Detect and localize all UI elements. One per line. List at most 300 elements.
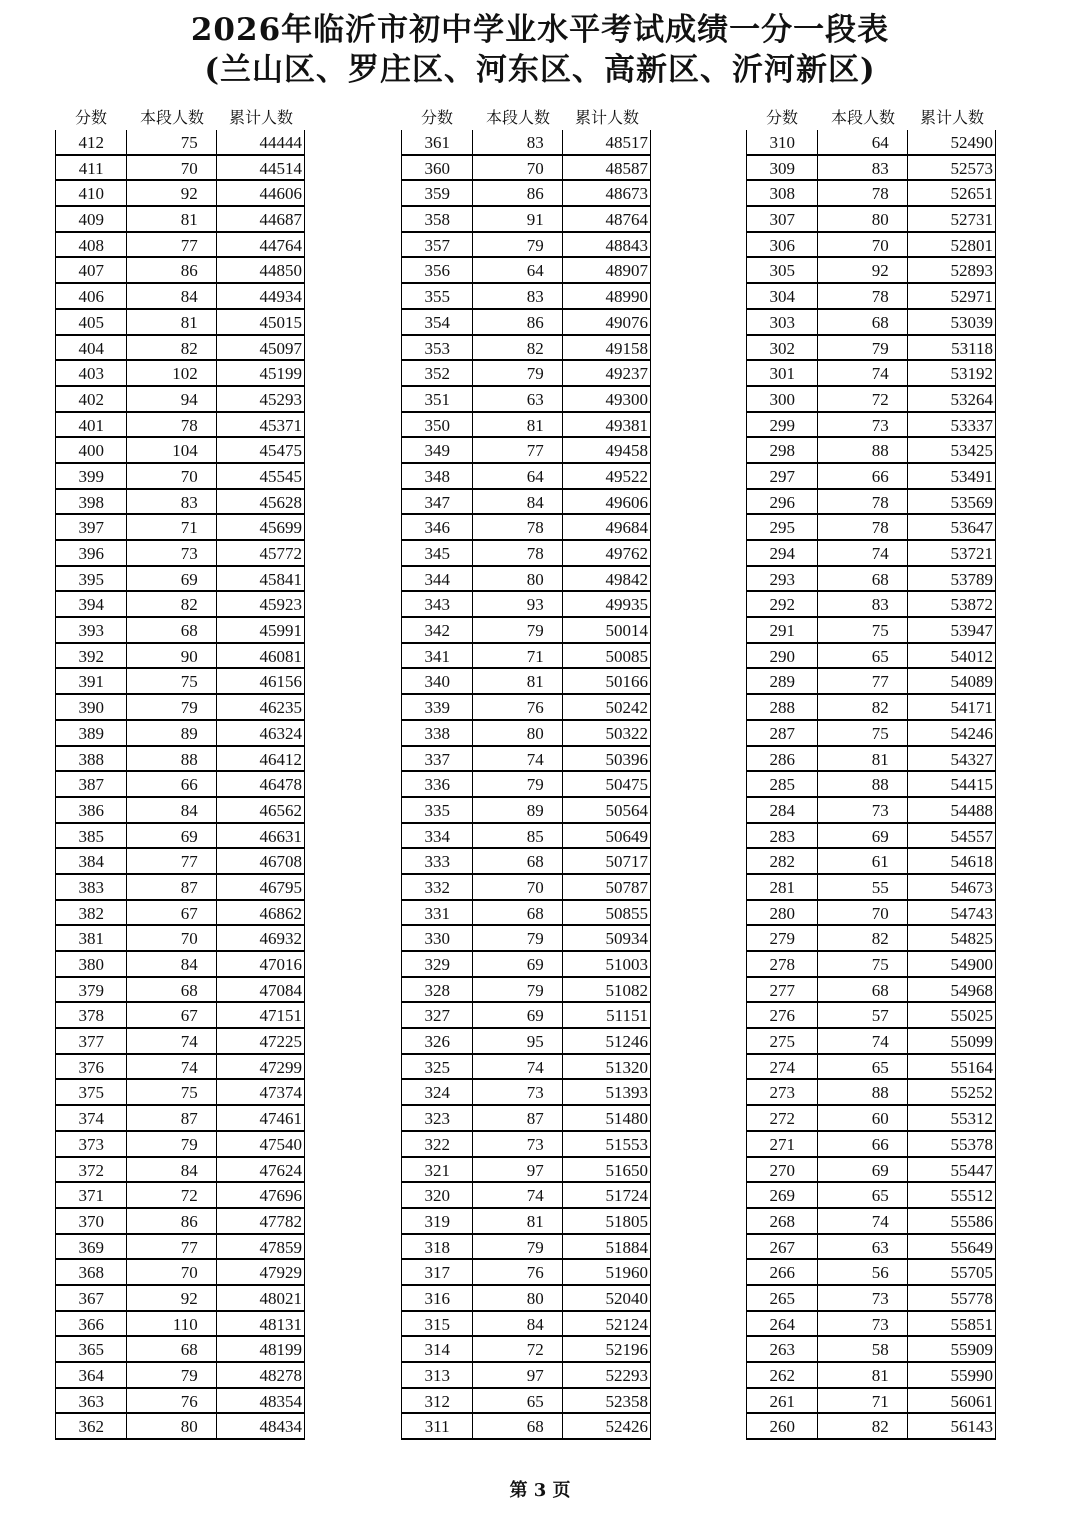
segment-count-cell: 68 [473,1414,562,1438]
score-cell: 407 [56,258,127,282]
segment-count-cell: 69 [818,1158,907,1182]
cumulative-count-cell: 53872 [950,595,993,615]
table-row [746,310,996,336]
segment-count-cell: 69 [127,567,216,591]
segment-count-cell: 66 [818,1132,907,1156]
cumulative-count-cell: 47782 [259,1211,302,1231]
score-cell: 355 [402,284,473,308]
segment-count-cell: 74 [473,747,562,771]
cumulative-count-cell: 50166 [605,672,648,692]
cumulative-count-cell: 44850 [259,261,302,281]
segment-count-cell: 60 [818,1106,907,1130]
score-cell: 337 [402,747,473,771]
table-row [55,310,305,336]
score-cell: 387 [56,772,127,796]
score-cell: 400 [56,438,127,462]
segment-count-cell: 79 [127,1132,216,1156]
score-table-column-3 [746,106,996,1440]
score-cell: 409 [56,207,127,231]
segment-count-cell: 69 [473,952,562,976]
table-row [401,1158,651,1184]
cumulative-count-cell: 54327 [950,749,993,769]
table-row [401,1132,651,1158]
cumulative-count-cell: 45841 [259,569,302,589]
table-row [55,747,305,773]
cumulative-count-cell: 54246 [950,723,993,743]
score-cell: 354 [402,310,473,334]
segment-count-cell: 70 [127,464,216,488]
cumulative-count-cell: 54673 [950,877,993,897]
score-cell: 315 [402,1312,473,1336]
table-row [401,181,651,207]
segment-count-cell: 82 [818,695,907,719]
cumulative-count-cell: 51960 [605,1263,648,1283]
score-cell: 338 [402,721,473,745]
score-cell: 386 [56,798,127,822]
table-row [55,824,305,850]
score-cell: 356 [402,258,473,282]
table-row [401,310,651,336]
segment-count-cell: 77 [473,438,562,462]
cumulative-count-cell: 52731 [950,210,993,230]
table-row [55,464,305,490]
cumulative-count-cell: 54618 [950,852,993,872]
cumulative-count-cell: 49381 [605,415,648,435]
cumulative-count-cell: 46235 [259,698,302,718]
table-row [746,952,996,978]
score-cell: 371 [56,1183,127,1207]
table-row [55,926,305,952]
cumulative-count-cell: 51805 [605,1211,648,1231]
segment-count-cell: 72 [127,1183,216,1207]
score-cell: 286 [747,747,818,771]
cumulative-count-cell: 52124 [605,1314,648,1334]
segment-count-cell: 63 [473,387,562,411]
table-row [401,669,651,695]
score-cell: 411 [56,156,127,180]
score-cell: 272 [747,1106,818,1130]
cumulative-count-cell: 47151 [259,1006,302,1026]
score-cell: 395 [56,567,127,591]
score-cell: 296 [747,490,818,514]
cumulative-count-cell: 53947 [950,621,993,641]
score-cell: 307 [747,207,818,231]
table-row [55,1286,305,1312]
cumulative-count-cell: 47696 [259,1186,302,1206]
table-row [401,1312,651,1338]
score-cell: 408 [56,233,127,257]
score-cell: 335 [402,798,473,822]
table-row [55,875,305,901]
cumulative-count-cell: 48517 [605,133,648,152]
cumulative-count-cell: 49458 [605,441,648,461]
table-row [746,1132,996,1158]
cumulative-count-cell: 50322 [605,723,648,743]
table-row [746,336,996,362]
segment-count-cell: 68 [818,567,907,591]
score-cell: 380 [56,952,127,976]
cumulative-count-cell: 46708 [259,852,302,872]
table-row [55,772,305,798]
cumulative-count-cell: 48354 [259,1391,302,1411]
score-cell: 389 [56,721,127,745]
score-cell: 317 [402,1260,473,1284]
cumulative-count-cell: 46862 [259,903,302,923]
cumulative-count-cell: 53425 [950,441,993,461]
score-cell: 370 [56,1209,127,1233]
segment-count-cell: 75 [127,130,216,154]
cumulative-count-cell: 47540 [259,1134,302,1154]
score-cell: 396 [56,541,127,565]
cumulative-count-cell: 53337 [950,415,993,435]
cumulative-count-cell: 44606 [259,184,302,204]
cumulative-count-cell: 48434 [259,1417,302,1437]
score-cell: 342 [402,618,473,642]
segment-count-cell: 80 [127,1414,216,1438]
score-cell: 363 [56,1389,127,1413]
segment-count-cell: 57 [818,1003,907,1027]
cumulative-count-cell: 48587 [605,158,648,178]
score-cell: 398 [56,490,127,514]
cumulative-count-cell: 56143 [950,1417,993,1437]
score-cell: 347 [402,490,473,514]
cumulative-count-cell: 54743 [950,903,993,923]
cumulative-count-cell: 55378 [950,1134,993,1154]
segment-count-cell: 74 [818,1209,907,1233]
score-cell: 325 [402,1055,473,1079]
cumulative-count-cell: 55099 [950,1032,993,1052]
segment-count-cell: 86 [127,1209,216,1233]
score-cell: 397 [56,515,127,539]
table-row [746,156,996,182]
cumulative-count-cell: 53192 [950,364,993,384]
cumulative-count-cell: 52426 [605,1417,648,1437]
cumulative-count-cell: 49522 [605,466,648,486]
table-row [55,541,305,567]
table-row [746,772,996,798]
segment-count-cell: 88 [818,1080,907,1104]
cumulative-count-cell: 45545 [259,466,302,486]
segment-count-cell: 80 [473,721,562,745]
score-cell: 331 [402,901,473,925]
score-cell: 404 [56,336,127,360]
table-row [401,1209,651,1235]
segment-count-header: 本段人数 [485,108,550,127]
table-row [55,1055,305,1081]
segment-count-cell: 67 [127,1003,216,1027]
table-row [746,181,996,207]
segment-count-cell: 84 [473,490,562,514]
score-cell: 346 [402,515,473,539]
score-cell: 289 [747,669,818,693]
score-cell: 318 [402,1235,473,1259]
segment-count-cell: 73 [818,1312,907,1336]
segment-count-cell: 82 [127,336,216,360]
table-row [746,644,996,670]
segment-count-cell: 104 [127,438,216,462]
score-cell: 391 [56,669,127,693]
score-cell: 374 [56,1106,127,1130]
segment-count-cell: 88 [127,747,216,771]
score-cell: 365 [56,1337,127,1361]
score-cell: 281 [747,875,818,899]
cumulative-count-cell: 47929 [259,1263,302,1283]
score-cell: 340 [402,669,473,693]
cumulative-count-cell: 52490 [950,133,993,152]
segment-count-cell: 89 [473,798,562,822]
score-cell: 403 [56,361,127,385]
score-cell: 305 [747,258,818,282]
table-row [401,567,651,593]
table-row [746,1363,996,1389]
segment-count-cell: 79 [473,361,562,385]
score-cell: 309 [747,156,818,180]
score-cell: 304 [747,284,818,308]
table-row [55,156,305,182]
score-cell: 366 [56,1312,127,1336]
table-row [55,233,305,259]
table-row [401,336,651,362]
table-row [401,849,651,875]
table-row [55,1260,305,1286]
cumulative-count-cell: 55164 [950,1057,993,1077]
table-row [401,978,651,1004]
segment-count-cell: 65 [818,644,907,668]
segment-count-cell: 73 [818,413,907,437]
cumulative-count-cell: 51724 [605,1186,648,1206]
score-cell: 310 [747,130,818,154]
table-row [401,1029,651,1055]
table-row [401,1363,651,1389]
score-cell: 330 [402,926,473,950]
table-row [746,695,996,721]
segment-count-cell: 89 [127,721,216,745]
cumulative-count-cell: 53721 [950,544,993,563]
segment-count-cell: 85 [473,824,562,848]
table-row [55,1183,305,1209]
segment-count-cell: 79 [473,233,562,257]
segment-count-cell: 65 [473,1389,562,1413]
segment-count-cell: 70 [818,901,907,925]
segment-count-cell: 97 [473,1158,562,1182]
table-row [55,695,305,721]
table-row [746,721,996,747]
segment-count-cell: 58 [818,1337,907,1361]
segment-count-cell: 79 [473,772,562,796]
segment-count-cell: 64 [818,130,907,154]
table-row [55,181,305,207]
cumulative-count-cell: 49300 [605,389,648,409]
score-cell: 385 [56,824,127,848]
segment-count-cell: 83 [818,156,907,180]
table-row [746,233,996,259]
table-row [746,1209,996,1235]
segment-count-cell: 76 [473,695,562,719]
segment-count-cell: 79 [473,1235,562,1259]
cumulative-count-cell: 55447 [950,1160,993,1180]
cumulative-count-cell: 46412 [259,749,302,769]
table-row [55,978,305,1004]
table-row [746,1414,996,1440]
table-row [746,824,996,850]
segment-count-cell: 65 [818,1183,907,1207]
score-cell: 394 [56,592,127,616]
cumulative-count-cell: 50855 [605,903,648,923]
cumulative-count-cell: 46324 [259,723,302,743]
table-header [401,106,651,130]
segment-count-cell: 70 [473,875,562,899]
segment-count-cell: 78 [818,284,907,308]
table-row [746,438,996,464]
table-row [746,284,996,310]
score-cell: 334 [402,824,473,848]
cumulative-count-cell: 55705 [950,1263,993,1283]
table-row [401,1389,651,1415]
cumulative-count-header: 累计人数 [919,108,984,127]
segment-count-cell: 73 [473,1132,562,1156]
segment-count-cell: 78 [127,413,216,437]
score-cell: 279 [747,926,818,950]
segment-count-cell: 70 [127,156,216,180]
cumulative-count-cell: 53569 [950,492,993,512]
cumulative-count-cell: 47225 [259,1032,302,1052]
score-cell: 282 [747,849,818,873]
table-row [55,130,305,156]
segment-count-cell: 110 [127,1312,216,1336]
segment-count-cell: 71 [473,644,562,668]
cumulative-count-cell: 46932 [259,929,302,949]
table-row [746,1286,996,1312]
cumulative-count-cell: 45772 [259,544,302,563]
segment-count-cell: 83 [127,490,216,514]
segment-count-cell: 68 [127,978,216,1002]
cumulative-count-header: 累计人数 [574,108,639,127]
table-row [746,490,996,516]
table-row [746,464,996,490]
table-row [746,618,996,644]
segment-count-cell: 68 [127,1337,216,1361]
score-cell: 293 [747,567,818,591]
cumulative-count-cell: 51246 [605,1032,648,1052]
table-row [55,1003,305,1029]
segment-count-cell: 67 [127,901,216,925]
cumulative-count-cell: 55586 [950,1211,993,1231]
cumulative-count-cell: 50787 [605,877,648,897]
cumulative-count-cell: 49842 [605,569,648,589]
score-cell: 290 [747,644,818,668]
table-row [401,875,651,901]
cumulative-count-cell: 48278 [259,1366,302,1385]
score-cell: 339 [402,695,473,719]
table-row [401,695,651,721]
table-row [746,1260,996,1286]
cumulative-count-cell: 48021 [259,1288,302,1308]
table-row [401,592,651,618]
score-header: 分数 [74,108,107,127]
score-cell: 262 [747,1363,818,1387]
table-row [55,336,305,362]
segment-count-cell: 81 [473,1209,562,1233]
segment-count-cell: 81 [127,310,216,334]
score-cell: 406 [56,284,127,308]
table-row [746,1029,996,1055]
segment-count-cell: 71 [127,515,216,539]
table-row [746,875,996,901]
cumulative-count-cell: 45097 [259,338,302,358]
segment-count-cell: 70 [818,233,907,257]
table-row [55,952,305,978]
segment-count-cell: 84 [127,284,216,308]
score-cell: 327 [402,1003,473,1027]
cumulative-count-cell: 44934 [259,287,302,307]
score-cell: 369 [56,1235,127,1259]
score-cell: 383 [56,875,127,899]
score-cell: 376 [56,1055,127,1079]
table-row [401,387,651,413]
cumulative-count-cell: 46081 [259,646,302,666]
segment-count-cell: 78 [473,515,562,539]
cumulative-count-cell: 53789 [950,569,993,589]
table-row [746,1080,996,1106]
cumulative-count-cell: 49606 [605,492,648,512]
segment-count-cell: 81 [127,207,216,231]
segment-count-cell: 95 [473,1029,562,1053]
score-header: 分数 [765,108,798,127]
score-cell: 368 [56,1260,127,1284]
table-row [401,515,651,541]
score-cell: 278 [747,952,818,976]
cumulative-count-cell: 55025 [950,1006,993,1026]
table-row [401,233,651,259]
cumulative-count-cell: 51320 [605,1057,648,1077]
score-cell: 326 [402,1029,473,1053]
score-cell: 351 [402,387,473,411]
score-cell: 372 [56,1158,127,1182]
segment-count-cell: 84 [127,1158,216,1182]
cumulative-count-cell: 45293 [259,389,302,409]
cumulative-count-cell: 48131 [259,1314,302,1334]
score-cell: 313 [402,1363,473,1387]
cumulative-count-cell: 49237 [605,364,648,384]
segment-count-cell: 69 [473,1003,562,1027]
score-cell: 283 [747,824,818,848]
score-table-column-1 [55,106,305,1440]
segment-count-cell: 82 [818,1414,907,1438]
table-row [746,592,996,618]
score-cell: 314 [402,1337,473,1361]
segment-count-cell: 97 [473,1363,562,1387]
score-cell: 388 [56,747,127,771]
segment-count-cell: 75 [818,721,907,745]
segment-count-cell: 74 [127,1055,216,1079]
score-cell: 333 [402,849,473,873]
segment-count-cell: 81 [818,1363,907,1387]
score-cell: 322 [402,1132,473,1156]
cumulative-count-cell: 45699 [259,518,302,538]
segment-count-cell: 75 [818,952,907,976]
segment-count-cell: 77 [127,849,216,873]
score-cell: 350 [402,413,473,437]
cumulative-count-cell: 47016 [259,955,302,974]
score-cell: 301 [747,361,818,385]
segment-count-header: 本段人数 [830,108,895,127]
segment-count-cell: 70 [473,156,562,180]
segment-count-cell: 93 [473,592,562,616]
table-row [401,952,651,978]
cumulative-count-cell: 49076 [605,312,648,332]
cumulative-count-cell: 49684 [605,518,648,538]
cumulative-count-cell: 45199 [259,364,302,384]
